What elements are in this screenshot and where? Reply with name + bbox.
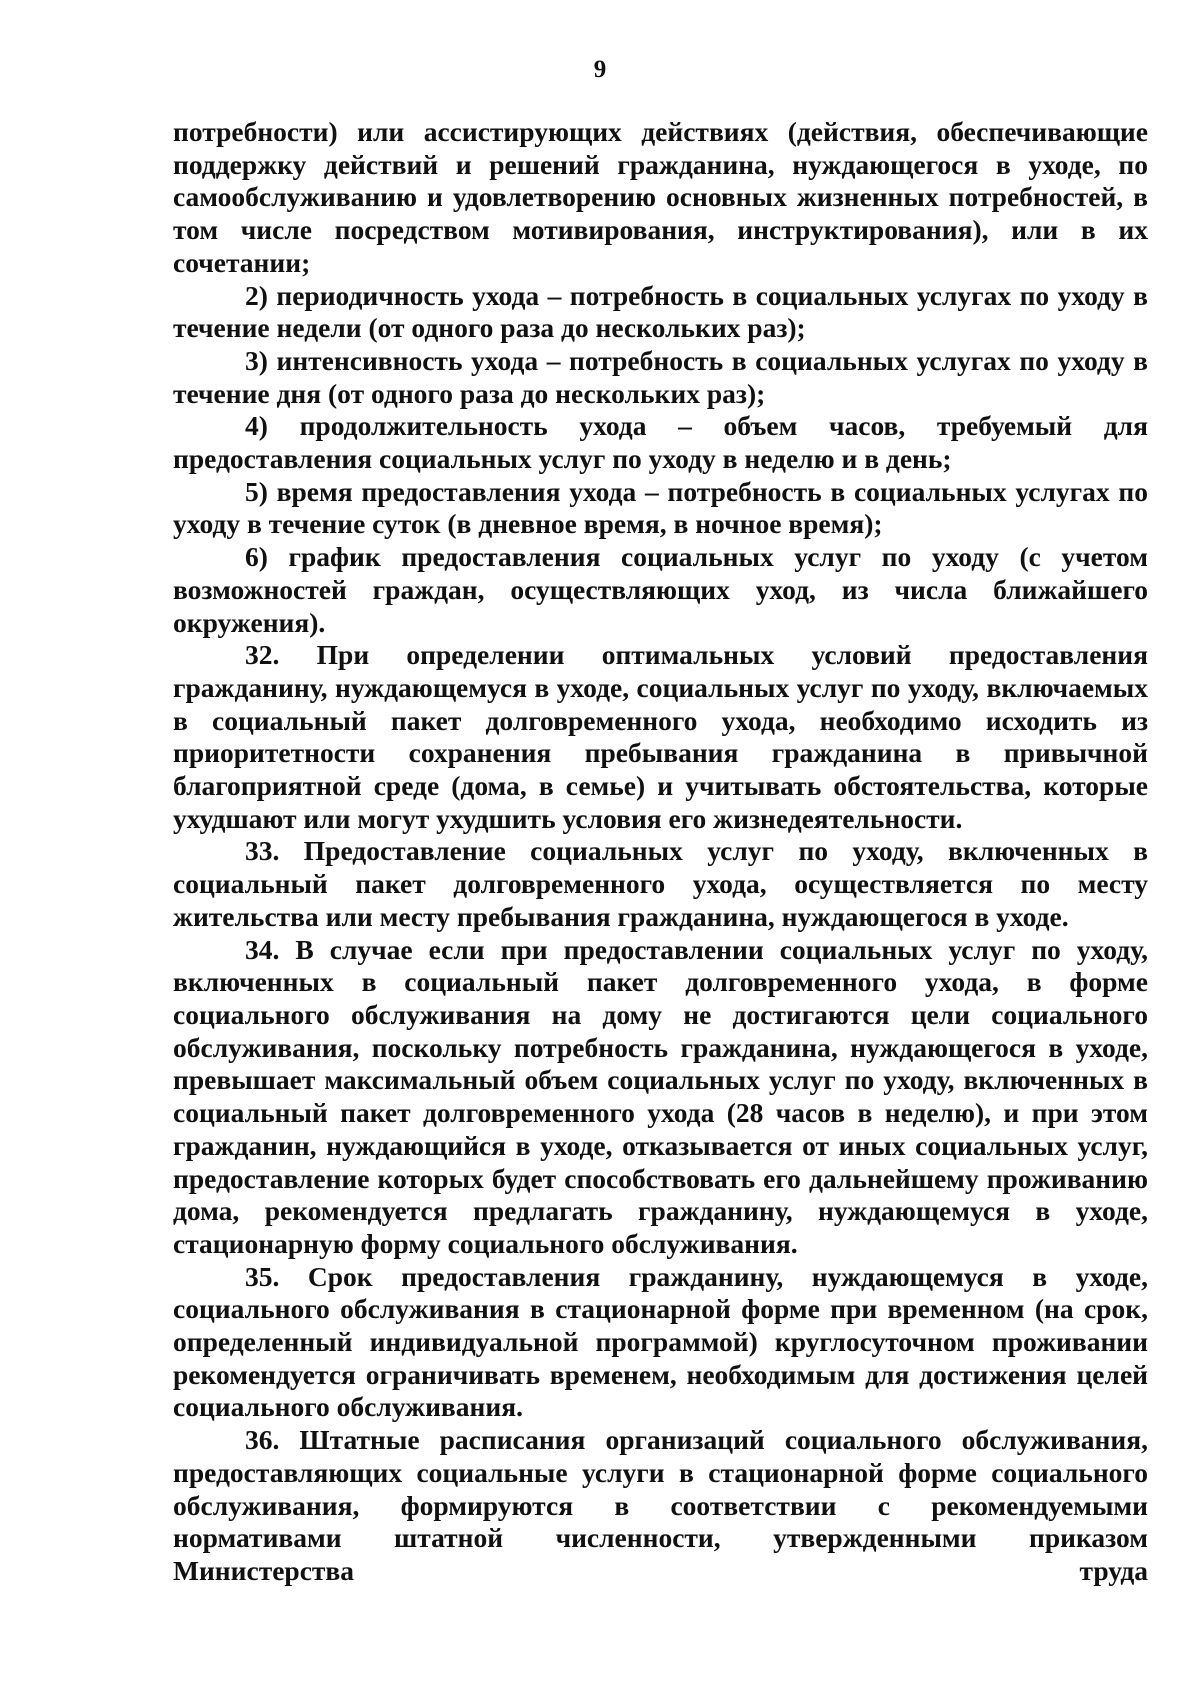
paragraph-item-3: 3) интенсивность ухода – потребность в социальных услугах по уходу в течение дня (от одного раза до нескольких раз); bbox=[173, 344, 1148, 409]
paragraph-36: 36. Штатные расписания организаций социального обслуживания, предоставляющих социальные услуги в стационарной форме социального обслуживания, формируются в соответствии с рекомендуемыми нормативами штатной численности, утвержденными приказом Министерства труда bbox=[173, 1424, 1148, 1586]
paragraph-33: 33. Предоставление социальных услуг по уходу, включенных в социальный пакет долговременного ухода, осуществляется по месту жительства или месту пребывания гражданина, нуждающегося в уходе. bbox=[173, 835, 1148, 932]
paragraph-item-5: 5) время предоставления ухода – потребность в социальных услугах по уходу в течение суток (в дневное время, в ночное время); bbox=[173, 475, 1148, 540]
paragraph-continuation: потребности) или ассистирующих действиях (действия, обеспечивающие поддержку действий и решений гражданина, нуждающегося в уходе, по самообслуживанию и удовлетворению основных жизненных потребностей, в том числе посредством мотивирования, инструктирования), или в их сочетании; bbox=[173, 116, 1148, 278]
page-number: 9 bbox=[593, 56, 607, 83]
paragraph-item-6: 6) график предоставления социальных услуг по уходу (с учетом возможностей граждан, осуществляющих уход, из числа ближайшего окружения). bbox=[173, 541, 1148, 638]
document-body bbox=[173, 116, 1148, 1588]
paragraph-item-4: 4) продолжительность ухода – объем часов, требуемый для предоставления социальных услуг по уходу в неделю и в день; bbox=[173, 410, 1148, 475]
paragraph-32: 32. При определении оптимальных условий предоставления гражданину, нуждающемуся в уходе, социальных услуг по уходу, включаемых в социальный пакет долговременного ухода, необходимо исходить из приоритетности сохранения пребывания гражданина в привычной благоприятной среде (дома, в семье) и учитывать обстоятельства, которые ухудшают или могут ухудшить условия его жизнедеятельности. bbox=[173, 639, 1148, 834]
paragraph-item-2: 2) периодичность ухода – потребность в социальных услугах по уходу в течение недели (от одного раза до нескольких раз); bbox=[173, 279, 1148, 344]
paragraph-35: 35. Срок предоставления гражданину, нуждающемуся в уходе, социального обслуживания в стационарной форме при временном (на срок, определенный индивидуальной программой) круглосуточном проживании рекомендуется ограничивать временем, необходимым для достижения целей социального обслуживания. bbox=[173, 1260, 1148, 1423]
paragraph-34: 34. В случае если при предоставлении социальных услуг по уходу, включенных в социальный пакет долговременного ухода, в форме социального обслуживания на дому не достигаются цели социального обслуживания, поскольку потребность гражданина, нуждающегося в уходе, превышает максимальный объем социальных услуг по уходу, включенных в социальный пакет долговременного ухода (28 часов в неделю), и при этом гражданин, нуждающийся в уходе, отказывается от иных социальных услуг, предоставление которых будет способствовать его дальнейшему проживанию дома, рекомендуется предлагать гражданину, нуждающемуся в уходе, стационарную форму социального обслуживания. bbox=[173, 933, 1148, 1259]
